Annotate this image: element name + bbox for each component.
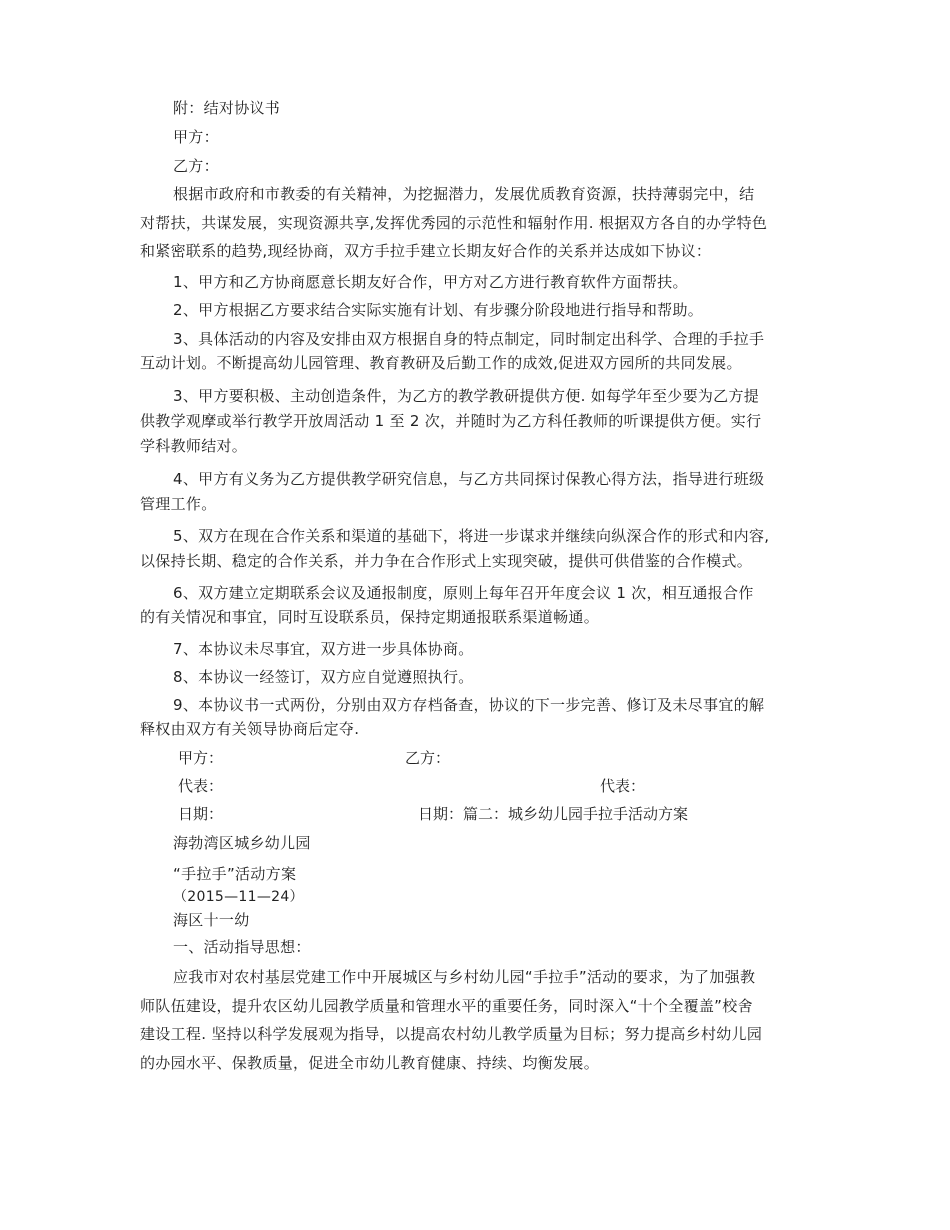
org-name: 海勃湾区城乡幼儿园 [173,834,311,852]
sign-party-b: 乙方： [405,749,451,767]
agreement-item: 的有关情况和事宜，同时互设联系员，保持定期通报联系渠道畅通。 [140,608,600,626]
agreement-item: 6、双方建立定期联系会议及通报制度，原则上每年召开年度会议 1 次，相互通报合作 [173,584,754,602]
body-paragraph-line: 应我市对农村基层党建工作中开展城区与乡村幼儿园“手拉手”活动的要求，为了加强教 [173,968,756,986]
sign-rep-b: 代表： [600,777,646,795]
agreement-item: 释权由双方有关领导协商后定夺. [140,720,360,738]
intro-line: 根据市政府和市教委的有关精神，为挖掘潜力，发展优质教育资源，扶持薄弱完中，结 [173,185,755,203]
intro-line: 和紧密联系的趋势,现经协商，双方手拉手建立长期友好合作的关系并达成如下协议： [140,242,712,260]
body-paragraph-line: 的办园水平、保教质量，促进全市幼儿教育健康、持续、均衡发展。 [140,1054,600,1072]
agreement-item: 1、甲方和乙方协商愿意长期友好合作，甲方对乙方进行教育软件方面帮扶。 [173,273,688,291]
agreement-item: 管理工作。 [140,495,217,513]
agreement-item: 以保持长期、稳定的合作关系，并力争在合作形式上实现突破，提供可供借鉴的合作模式。 [140,552,753,570]
sign-date-b: 日期：篇二：城乡幼儿园手拉手活动方案 [418,805,689,823]
agreement-item: 9、本协议书一式两份，分别由双方存档备查，协议的下一步完善、修订及未尽事宜的解 [173,696,765,714]
body-paragraph-line: 师队伍建设，提升农区幼儿园教学质量和管理水平的重要任务，同时深入“十个全覆盖”校舍 [140,997,753,1015]
agreement-item: 3、甲方要积极、主动创造条件，为乙方的教学教研提供方便. 如每学年至少要为乙方提 [173,387,760,405]
agreement-item: 8、本协议一经签订，双方应自觉遵照执行。 [173,668,474,686]
party-b-label: 乙方： [173,157,219,175]
party-a-label: 甲方： [173,128,219,146]
body-paragraph-line: 建设工程. 坚持以科学发展观为指导，以提高农村幼儿教学质量为目标；努力提高乡村幼儿园 [140,1025,763,1043]
sign-date-a: 日期： [178,805,224,823]
agreement-item: 学科教师结对。 [140,437,248,455]
school-name: 海区十一幼 [173,911,250,929]
agreement-item: 互动计划。不断提高幼儿园管理、教育教研及后勤工作的成效,促进双方园所的共同发展。 [140,354,742,372]
agreement-item: 4、甲方有义务为乙方提供教学研究信息，与乙方共同探讨保教心得方法，指导进行班级 [173,470,765,488]
agreement-item: 供教学观摩或举行教学开放周活动 1 至 2 次，并随时为乙方科任教师的听课提供方便。实行 [140,412,762,430]
annex-title: 附：结对协议书 [173,99,281,117]
agreement-item: 2、甲方根据乙方要求结合实际实施有计划、有步骤分阶段地进行指导和帮助。 [173,301,704,319]
agreement-item: 7、本协议未尽事宜，双方进一步具体协商。 [173,640,474,658]
agreement-item: 3、具体活动的内容及安排由双方根据自身的特点制定，同时制定出科学、合理的手拉手 [173,330,765,348]
intro-line: 对帮扶，共谋发展，实现资源共享,发挥优秀园的示范性和辐射作用. 根据双方各自的办学特色 [140,214,768,232]
plan-date: （2015—11—24） [173,889,304,905]
agreement-item: 5、双方在现在合作关系和渠道的基础下，将进一步谋求并继续向纵深合作的形式和内容, [173,527,770,545]
plan-title: “手拉手”活动方案 [173,865,297,883]
sign-rep-a: 代表： [178,777,224,795]
section-heading: 一、活动指导思想： [173,938,311,956]
sign-party-a: 甲方： [178,749,224,767]
